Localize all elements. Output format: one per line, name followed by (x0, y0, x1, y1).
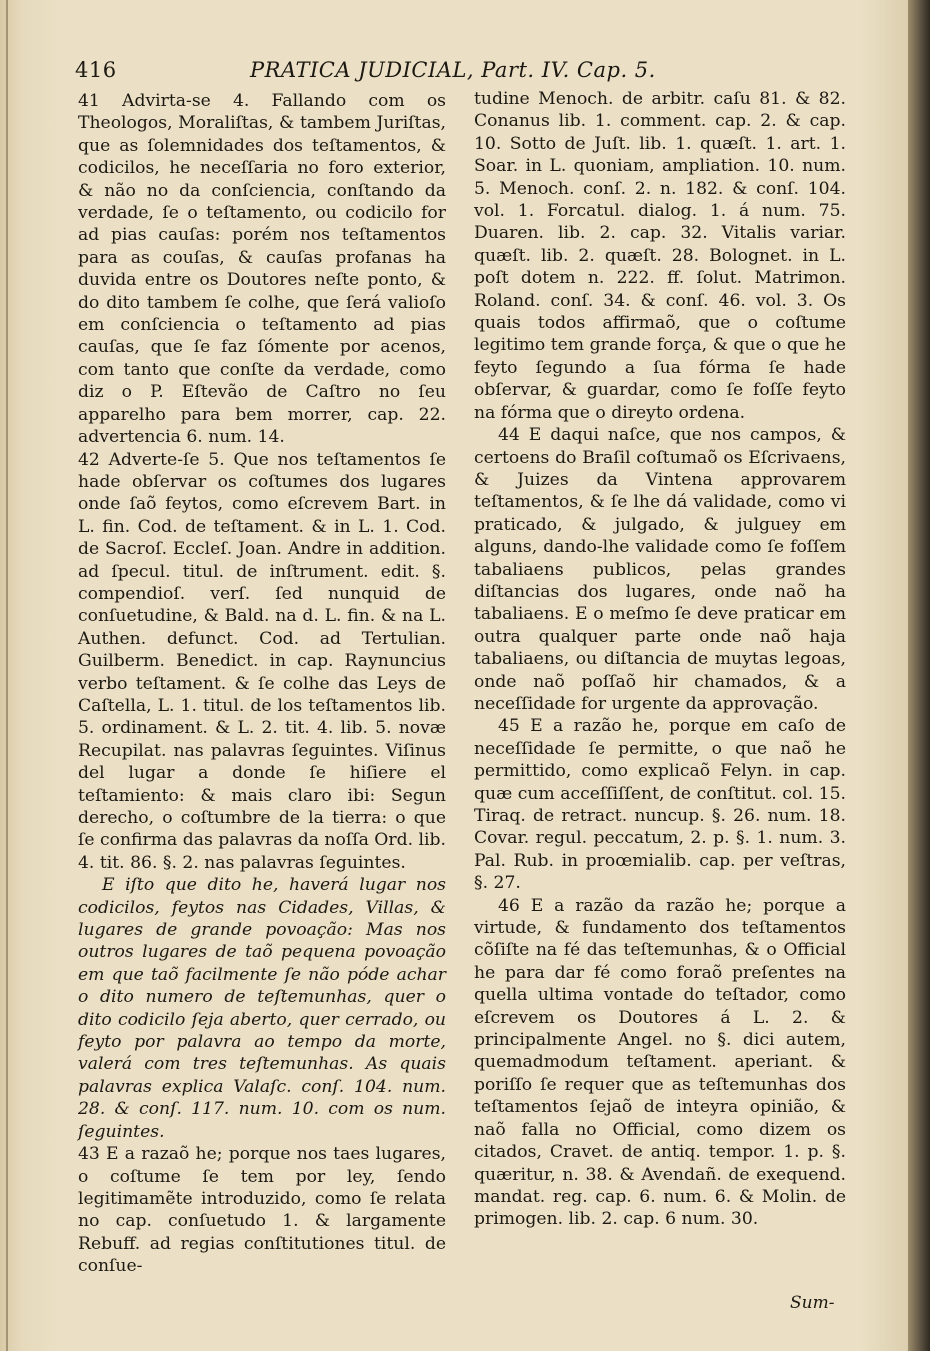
left-column (78, 90, 446, 1278)
paragraph-42: 42 Adverte-ſe 5. Que nos teſtamentos ſe hade obſervar os coſtumes dos lugares onde ſaõ feytos, como eſcrevem Bart. in L. fin. Cod. de teſtament. & in L. 1. Cod. de Sacroſ. Eccleſ. Joan. Andre in addition. ad ſpecul. titul. de inſtrument. edit. §. compendioſ. verſ. ſed nunquid de conſuetudine, & Bald. na d. L. fin. & na L. Authen. defunct. Cod. ad Tertulian. Guilberm. Benedict. in cap. Raynuncius verbo teſtament. & ſe colhe das Leys de Caſtella, L. 1. titul. de los teſtamentos lib. 5. ordinament. & L. 2. tit. 4. lib. 5. novæ Recupilat. nas palavras ſeguintes. Viſinus del lugar a donde ſe hiſiere el teſtamiento: & mais claro ibi: Segun derecho, o coſtumbre de la tierra: o que ſe confirma das palavras da noſſa Ord. lib. 4. tit. 86. §. 2. nas palavras ſeguintes. (78, 449, 446, 873)
paragraph-43-continued: tudine Menoch. de arbitr. caſu 81. & 82. Conanus lib. 1. comment. cap. 2. & cap. 10. Sotto de Juſt. lib. 1. quæſt. 1. art. 1. Soar. in L. quoniam, ampliation. 10. num. 5. Menoch. conſ. 2. n. 182. & conſ. 104. vol. 1. Forcatul. dialog. 1. á num. 75. Duaren. lib. 2. cap. 32. Vitalis variar. quæſt. lib. 2. quæſt. 28. Bolognet. in L. poſt dotem n. 222. ff. ſolut. Matrimon. Roland. conſ. 34. & conſ. 46. vol. 3. Os quais todos affirmaõ, que o coſtume legitimo tem grande força, & que o que he feyto ſegundo a ſua fórma ſe hade obſervar, & guardar, como ſe foſſe feyto na fórma que o direyto ordena. (474, 89, 846, 423)
quotation-ordinance: E iſto que dito he, haverá lugar nos codicilos, feytos nas Cidades, Villas, & lugares de grande povoação: Mas nos outros lugares de taõ pequena povoação em que taõ facilmente ſe não póde achar o dito numero de teſtemunhas, quer o dito codicilo ſeja aberto, quer cerrado, ou feyto por palavra ao tempo da morte, valerá com tres teſtemunhas. As quais palavras explica Valaſc. conſ. 104. num. 28. & conſ. 117. num. 10. com os num. ſeguintes. (78, 875, 446, 1142)
running-title: PRATICA JUDICIAL, Part. IV. Cap. 5. (250, 58, 656, 82)
right-column (474, 88, 846, 1231)
binding-line (6, 0, 8, 1351)
paragraph-41: 41 Advirta-se 4. Fallando com os Theologos, Moraliſtas, & tambem Juriſtas, que as ſolemnidades dos teſtamentos, & codicilos, he neceſſaria no foro exterior, & não no da conſciencia, conſtando da verdade, ſe o teſtamento, ou codicilo for ad pias cauſas: porém nos teſtamentos para as couſas, & cauſas profanas ha duvida entre os Doutores neſte ponto, & do dito tambem ſe colhe, que ſerá valioſo em conſciencia o teſtamento ad pias cauſas, que ſe faz ſómente por acenos, com tanto que conſte da verdade, como diz o P. Eſtevão de Caſtro no ſeu apparelho para bem morrer, cap. 22. advertencia 6. num. 14. (78, 91, 446, 448)
page-number: 416 (75, 58, 117, 82)
paragraph-45: 45 E a razão he, porque em caſo de neceſſidade ſe permitte, o que naõ he permittido, como explicaõ Felyn. in cap. quæ cum acceſſiſſent, de conſtitut. col. 15. Tiraq. de retract. nuncup. §. 26. num. 18. Covar. regul. peccatum, 2. p. §. 1. num. 3. Pal. Rub. in proœmialib. cap. per veſtras, §. 27. (474, 716, 846, 894)
paragraph-43: 43 E a razaõ he; porque nos taes lugares, o coſtume ſe tem por ley, ſendo legitimamẽte introduzido, como ſe relata no cap. conſuetudo 1. & largamente Rebuff. ad regias conſtitutiones titul. de conſue- (78, 1144, 446, 1277)
page-edge-shadow (908, 0, 930, 1351)
paragraph-44: 44 E daqui naſce, que nos campos, & certoens do Braſil coſtumaõ os Eſcrivaens, & Juizes da Vintena approvarem teſtamentos, & ſe lhe dá validade, como vi praticado, & julgado, & julguey em alguns, dando-lhe validade como ſe foſſem tabaliaens publicos, pelas grandes diſtancias dos lugares, onde naõ ha tabaliaens. E o meſmo ſe deve praticar em outra qualquer parte onde naõ haja tabaliaens, ou diſtancia de muytas legoas, onde naõ poſſaõ hir chamados, & a neceſſidade for urgente da approvação. (474, 425, 846, 714)
running-header (75, 58, 847, 92)
catchword: Sum- (790, 1293, 835, 1313)
paragraph-46: 46 E a razão da razão he; porque a virtude, & fundamento dos teſtamentos cõſiſte na fé das teſtemunhas, & o Official he para dar fé como foraõ preſentes na quella ultima vontade do teſtador, como eſcrevem os Doutores á L. 2. & principalmente Angel. no §. dici autem, quemadmodum teſtament. aperiant. & poriſſo ſe requer que as teſtemunhas dos teſtamentos ſejaõ de inteyra opinião, & naõ falla no Official, como dizem os citados, Cravet. de antiq. tempor. 1. p. §. quæritur, n. 38. & Avendañ. de exequend. mandat. reg. cap. 6. num. 6. & Molin. de primogen. lib. 2. cap. 6 num. 30. (474, 895, 846, 1230)
